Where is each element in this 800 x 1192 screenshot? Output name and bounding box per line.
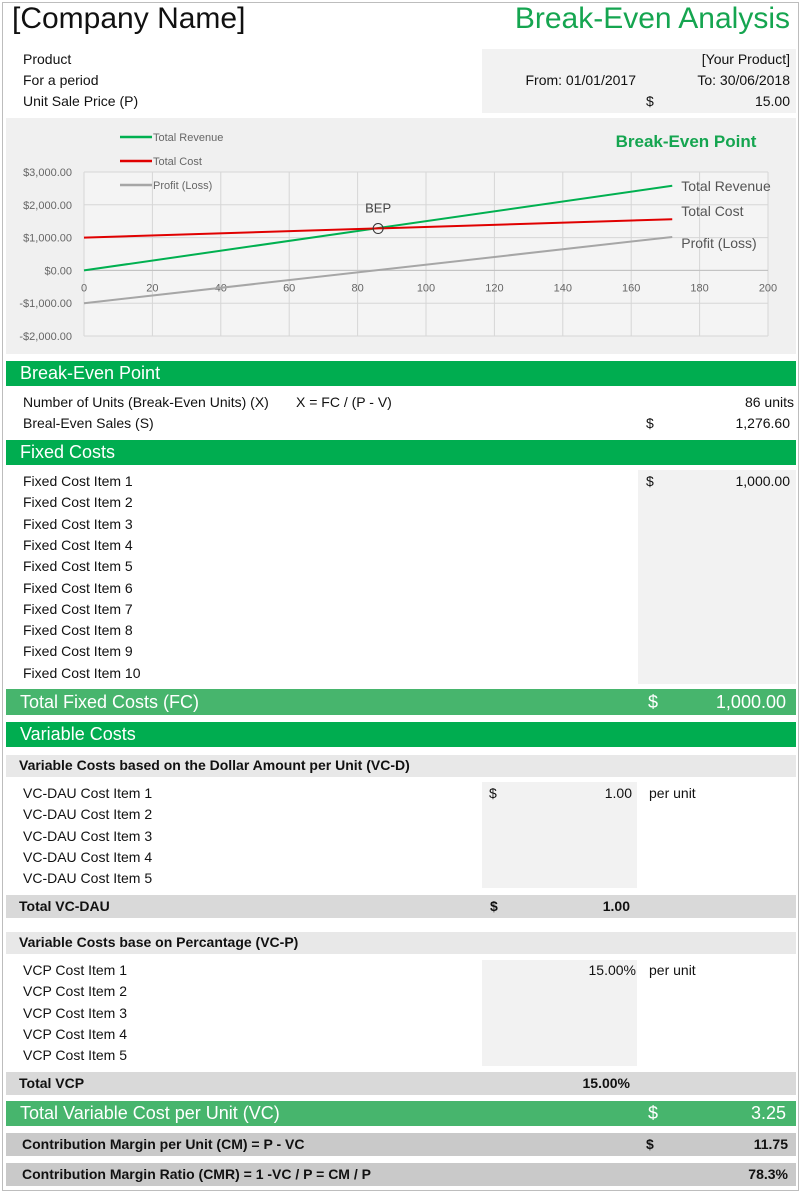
fixed-costs-header: [6, 440, 796, 465]
fixed-cost-label: Fixed Cost Item 3: [23, 515, 133, 532]
y-tick-label: -$2,000.00: [19, 331, 72, 343]
legend-item: Total Cost: [153, 156, 202, 168]
chart-svg: [6, 118, 796, 354]
fixed-costs-title: Fixed Costs: [20, 442, 116, 462]
vcd-cost-label: VC-DAU Cost Item 2: [23, 806, 153, 823]
total-vcdau-bar: [6, 895, 796, 918]
fixed-cost-label: Fixed Cost Item 6: [23, 579, 133, 596]
vcd-cost-label: VC-DAU Cost Item 3: [23, 827, 153, 844]
vcd-cost-currency: $: [489, 785, 497, 801]
variable-costs-title: Variable Costs: [20, 724, 136, 744]
total-variable-cost-label: Total Variable Cost per Unit (VC): [20, 1103, 280, 1123]
x-tick-label: 20: [146, 282, 159, 295]
product-label: Product: [23, 51, 72, 67]
x-tick-label: 160: [622, 282, 641, 295]
bep-sales-value: 1,276.60: [735, 415, 790, 431]
bep-sales-currency: $: [646, 415, 654, 431]
fixed-cost-label: Fixed Cost Item 4: [23, 536, 133, 553]
total-variable-cost-currency: $: [648, 1103, 659, 1123]
bep-section-title: Break-Even Point: [20, 363, 161, 383]
product-value[interactable]: [Your Product]: [701, 51, 790, 67]
vcp-cost-value[interactable]: 15.00%: [588, 962, 636, 978]
fixed-cost-currency: $: [646, 473, 654, 489]
vcp-subheader: [6, 932, 796, 954]
bep-units-value: 86 units: [744, 394, 794, 410]
fixed-cost-label: Fixed Cost Item 1: [23, 473, 133, 489]
x-tick-label: 120: [485, 282, 504, 295]
x-tick-label: 60: [283, 282, 296, 295]
vcp-cost-label: VCP Cost Item 3: [23, 1004, 128, 1021]
total-vcp-label: Total VCP: [19, 1075, 85, 1091]
y-tick-label: -$1,000.00: [19, 298, 72, 311]
contribution-margin-label: Contribution Margin per Unit (CM) = P - VC: [22, 1136, 305, 1152]
y-tick-label: $1,000.00: [23, 232, 72, 245]
total-vcdau-value: 1.00: [602, 898, 630, 914]
legend-item: Total Revenue: [153, 132, 224, 144]
total-vcp-value: 15.00%: [582, 1075, 630, 1091]
price-currency: $: [646, 93, 654, 109]
contribution-margin-ratio-bar: [6, 1163, 796, 1186]
series-end-label: Total Revenue: [681, 177, 771, 194]
vcd-cost-value[interactable]: 1.00: [604, 785, 632, 801]
x-tick-label: 40: [214, 282, 227, 295]
fixed-cost-value[interactable]: 1,000.00: [735, 473, 790, 489]
y-tick-label: $3,000.00: [23, 167, 72, 179]
bep-units-label: Number of Units (Break-Even Units) (X): [23, 394, 269, 410]
vcd-cost-label: VC-DAU Cost Item 5: [23, 870, 153, 887]
break-even-chart: [6, 118, 796, 354]
fixed-costs-input-column: [638, 470, 796, 684]
fixed-cost-label: Fixed Cost Item 10: [23, 664, 141, 681]
x-tick-label: 80: [351, 282, 364, 295]
total-vcdau-label: Total VC-DAU: [19, 898, 110, 914]
vcd-subheader: [6, 755, 796, 777]
x-tick-label: 200: [758, 282, 778, 295]
total-fixed-costs-label: Total Fixed Costs (FC): [20, 692, 200, 712]
total-fixed-costs-bar: [6, 689, 796, 715]
x-tick-label: 140: [553, 282, 572, 295]
fixed-cost-label: Fixed Cost Item 2: [23, 494, 133, 511]
chart-title: Break-Even Point: [615, 132, 757, 151]
page-title: Break-Even Analysis: [514, 2, 790, 35]
vcp-cost-unit: per unit: [649, 962, 696, 978]
x-tick-label: 0: [80, 282, 88, 295]
contribution-margin-value: 11.75: [753, 1136, 788, 1152]
period-to[interactable]: To: 30/06/2018: [697, 72, 790, 88]
variable-costs-header: [6, 722, 796, 747]
vcp-cost-label: VCP Cost Item 5: [23, 1047, 128, 1064]
contribution-margin-ratio-label: Contribution Margin Ratio (CMR) = 1 -VC / P = CM / P: [22, 1166, 371, 1182]
contribution-margin-ratio-value: 78.3%: [748, 1166, 788, 1182]
series-end-label: Total Cost: [681, 203, 744, 220]
period-label: For a period: [23, 72, 99, 88]
total-variable-cost-value: 3.25: [750, 1103, 786, 1123]
total-fixed-costs-currency: $: [648, 692, 659, 712]
vcp-cost-label: VCP Cost Item 2: [23, 983, 128, 1000]
vcd-cost-label: VC-DAU Cost Item 4: [23, 848, 153, 865]
bep-units-formula: X = FC / (P - V): [296, 394, 392, 410]
bep-sales-label: Breal-Even Sales (S): [23, 415, 154, 431]
vcd-subheader-label: Variable Costs based on the Dollar Amount per Unit (VC-D): [19, 757, 410, 773]
vcp-cost-label: VCP Cost Item 4: [23, 1025, 128, 1042]
fixed-cost-label: Fixed Cost Item 7: [23, 600, 133, 617]
period-from[interactable]: From: 01/01/2017: [525, 72, 636, 88]
company-name[interactable]: [Company Name]: [12, 2, 246, 35]
vcp-subheader-label: Variable Costs base on Percantage (VC-P): [19, 934, 299, 950]
contribution-margin-currency: $: [646, 1136, 654, 1152]
x-tick-label: 100: [416, 282, 436, 295]
fixed-cost-label: Fixed Cost Item 9: [23, 643, 133, 660]
total-vcp-bar: [6, 1072, 796, 1095]
price-value[interactable]: 15.00: [754, 93, 790, 109]
x-tick-label: 180: [690, 282, 709, 295]
price-label: Unit Sale Price (P): [23, 93, 139, 109]
y-tick-label: $0.00: [44, 265, 72, 278]
total-vcdau-currency: $: [490, 898, 498, 914]
vcp-cost-label: VCP Cost Item 1: [23, 962, 128, 978]
total-fixed-costs-value: 1,000.00: [715, 692, 786, 712]
fixed-cost-label: Fixed Cost Item 8: [23, 622, 133, 639]
contribution-margin-bar: [6, 1133, 796, 1156]
legend-item: Profit (Loss): [153, 180, 213, 192]
total-variable-cost-bar: [6, 1101, 796, 1126]
vcd-cost-label: VC-DAU Cost Item 1: [23, 785, 153, 801]
fixed-cost-label: Fixed Cost Item 5: [23, 558, 133, 575]
series-end-label: Profit (Loss): [681, 234, 757, 251]
vcd-cost-unit: per unit: [649, 785, 696, 801]
bep-label: BEP: [365, 200, 392, 216]
bep-section-header: [6, 361, 796, 386]
y-tick-label: $2,000.00: [23, 199, 72, 212]
